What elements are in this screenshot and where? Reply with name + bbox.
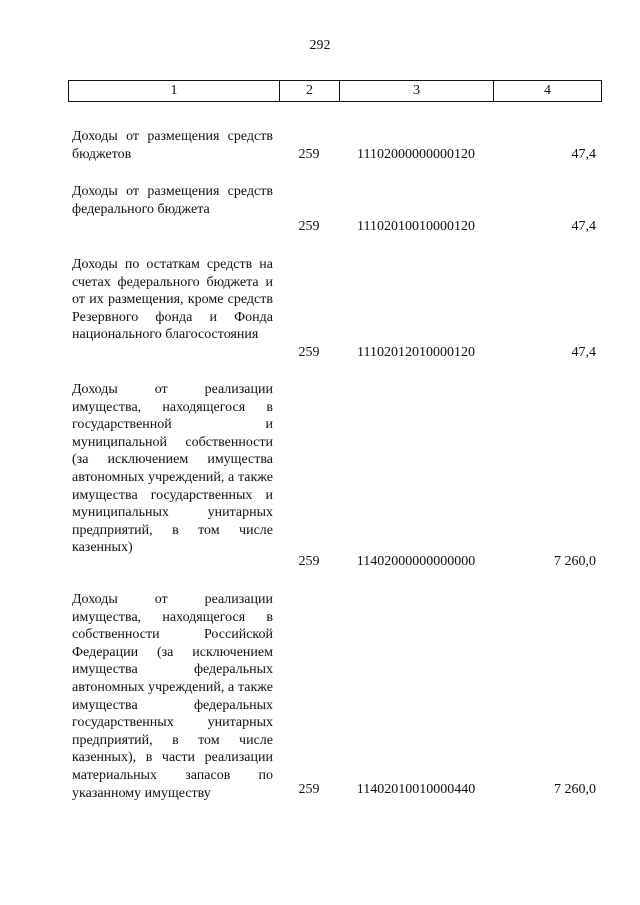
row-admin-code: 259 xyxy=(298,147,320,162)
row-amount: 7 260,0 xyxy=(554,782,596,797)
row-kbk-code: 11102010010000120 xyxy=(357,219,475,234)
page-number: 292 xyxy=(309,38,331,53)
header-col-1: 1 xyxy=(69,81,280,101)
header-col-2: 2 xyxy=(280,81,340,101)
row-amount: 47,4 xyxy=(571,147,596,162)
row-amount: 47,4 xyxy=(571,219,596,234)
row-admin-code: 259 xyxy=(298,782,320,797)
row-kbk-code: 11402010010000440 xyxy=(356,782,476,797)
header-col-3: 3 xyxy=(340,81,494,101)
row-description: Доходы от реализации имущества, находящегося в собственности Российской Федерации (за исключением имущества федеральных автономных учреждений, а также имущества федеральных государственных унитарных предприятий, в том числе казенных), в части реализации материальных запасов по указанному имуществу xyxy=(72,592,273,801)
row-description: Доходы по остаткам средств на счетах федерального бюджета и от их размещения, кроме средств Резервного фонда и Фонда национального благосостояния xyxy=(72,257,273,343)
row-amount: 7 260,0 xyxy=(554,554,596,569)
table-row xyxy=(68,128,602,164)
row-description: Доходы от реализации имущества, находящегося в государственной и муниципальной собственности (за исключением имущества автономных учреждений, а также имущества государственных и муниципальных унитарных предприятий, в том числе казенных) xyxy=(72,382,273,556)
header-col-4: 4 xyxy=(544,83,551,98)
row-admin-code: 259 xyxy=(298,554,320,569)
row-kbk-code: 11102012010000120 xyxy=(357,345,475,360)
table-row xyxy=(68,381,602,575)
row-kbk-code: 11402000000000000 xyxy=(356,554,476,569)
row-admin-code: 259 xyxy=(298,345,320,360)
row-admin-code: 259 xyxy=(298,219,320,234)
table-row xyxy=(68,256,602,362)
row-description: Доходы от размещения средств федерального бюджета xyxy=(72,184,273,217)
table-row xyxy=(68,183,602,237)
row-description: Доходы от размещения средств бюджетов xyxy=(72,129,273,162)
row-kbk-code: 11102000000000120 xyxy=(357,147,475,162)
row-amount: 47,4 xyxy=(571,345,596,360)
table-row xyxy=(68,591,602,803)
